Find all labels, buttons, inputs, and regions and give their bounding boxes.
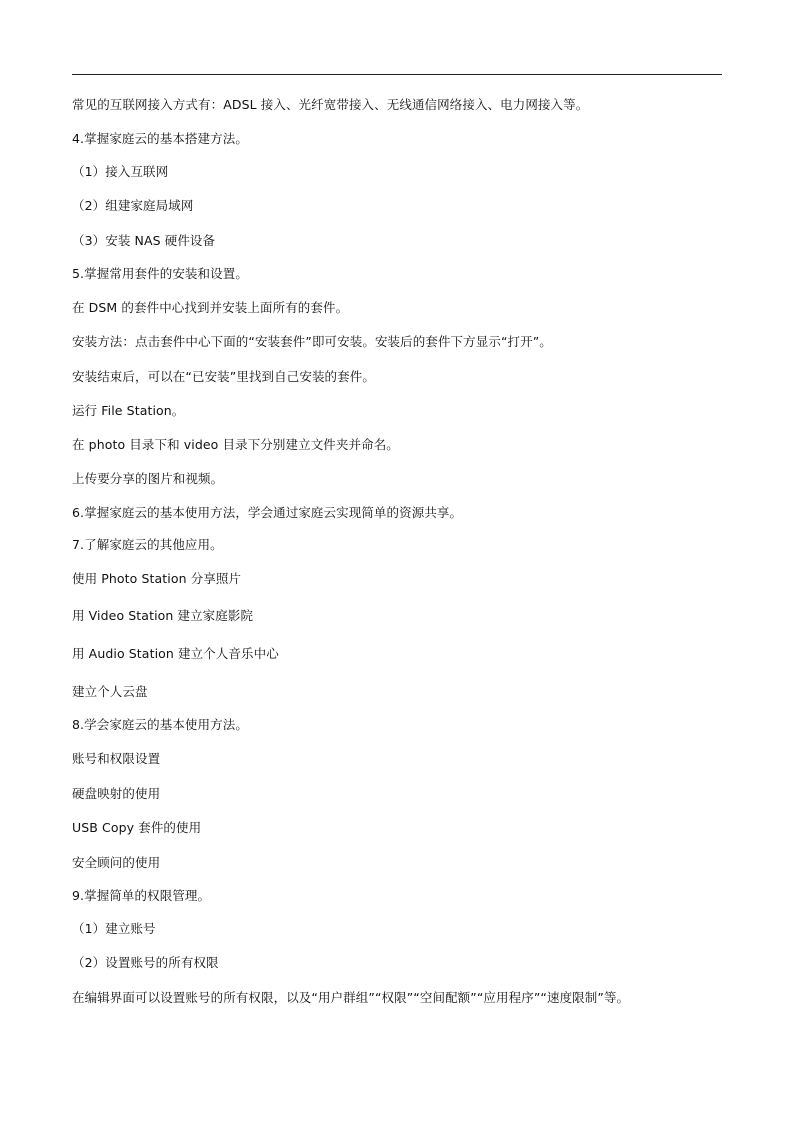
text-line: （1）接入互联网 — [72, 164, 169, 179]
text-line: 常见的互联网接入方式有：ADSL 接入、光纤宽带接入、无线通信网络接入、电力网接入等。 — [72, 97, 589, 112]
section-heading: 9.掌握简单的权限管理。 — [72, 888, 211, 903]
text-line: 安装方法：点击套件中心下面的“安装套件”即可安装。安装后的套件下方显示“打开”。 — [72, 334, 552, 349]
text-line: 在 DSM 的套件中心找到并安装上面所有的套件。 — [72, 300, 349, 315]
text-line: （3）安装 NAS 硬件设备 — [72, 233, 216, 248]
section-heading: 5.掌握常用套件的安装和设置。 — [72, 266, 248, 281]
text-line: USB Copy 套件的使用 — [72, 820, 202, 835]
section-heading: 4.掌握家庭云的基本搭建方法。 — [72, 131, 248, 146]
text-line: 在编辑界面可以设置账号的所有权限，以及“用户群组”“权限”“空间配额”“应用程序”“速度限制”等。 — [72, 990, 630, 1005]
text-line: （2）设置账号的所有权限 — [72, 955, 219, 970]
text-line: 上传要分享的图片和视频。 — [72, 471, 224, 486]
text-line: 使用 Photo Station 分享照片 — [72, 571, 242, 586]
section-heading: 7.了解家庭云的其他应用。 — [72, 537, 223, 552]
text-line: 运行 File Station。 — [72, 403, 185, 418]
section-heading: 8.学会家庭云的基本使用方法。 — [72, 717, 248, 732]
text-line: 账号和权限设置 — [72, 751, 161, 766]
text-line: 用 Video Station 建立家庭影院 — [72, 608, 254, 623]
text-line: 安装结束后，可以在“已安装”里找到自己安装的套件。 — [72, 369, 375, 384]
text-line: 用 Audio Station 建立个人音乐中心 — [72, 646, 279, 661]
text-line: 硬盘映射的使用 — [72, 786, 161, 801]
text-line: 安全顾问的使用 — [72, 855, 161, 870]
text-line: 建立个人云盘 — [72, 684, 148, 699]
text-line: 在 photo 目录下和 video 目录下分别建立文件夹并命名。 — [72, 437, 399, 452]
text-line: （1）建立账号 — [72, 921, 156, 936]
section-heading: 6.掌握家庭云的基本使用方法，学会通过家庭云实现简单的资源共享。 — [72, 505, 463, 520]
header-rule — [72, 74, 722, 75]
text-line: （2）组建家庭局域网 — [72, 198, 194, 213]
